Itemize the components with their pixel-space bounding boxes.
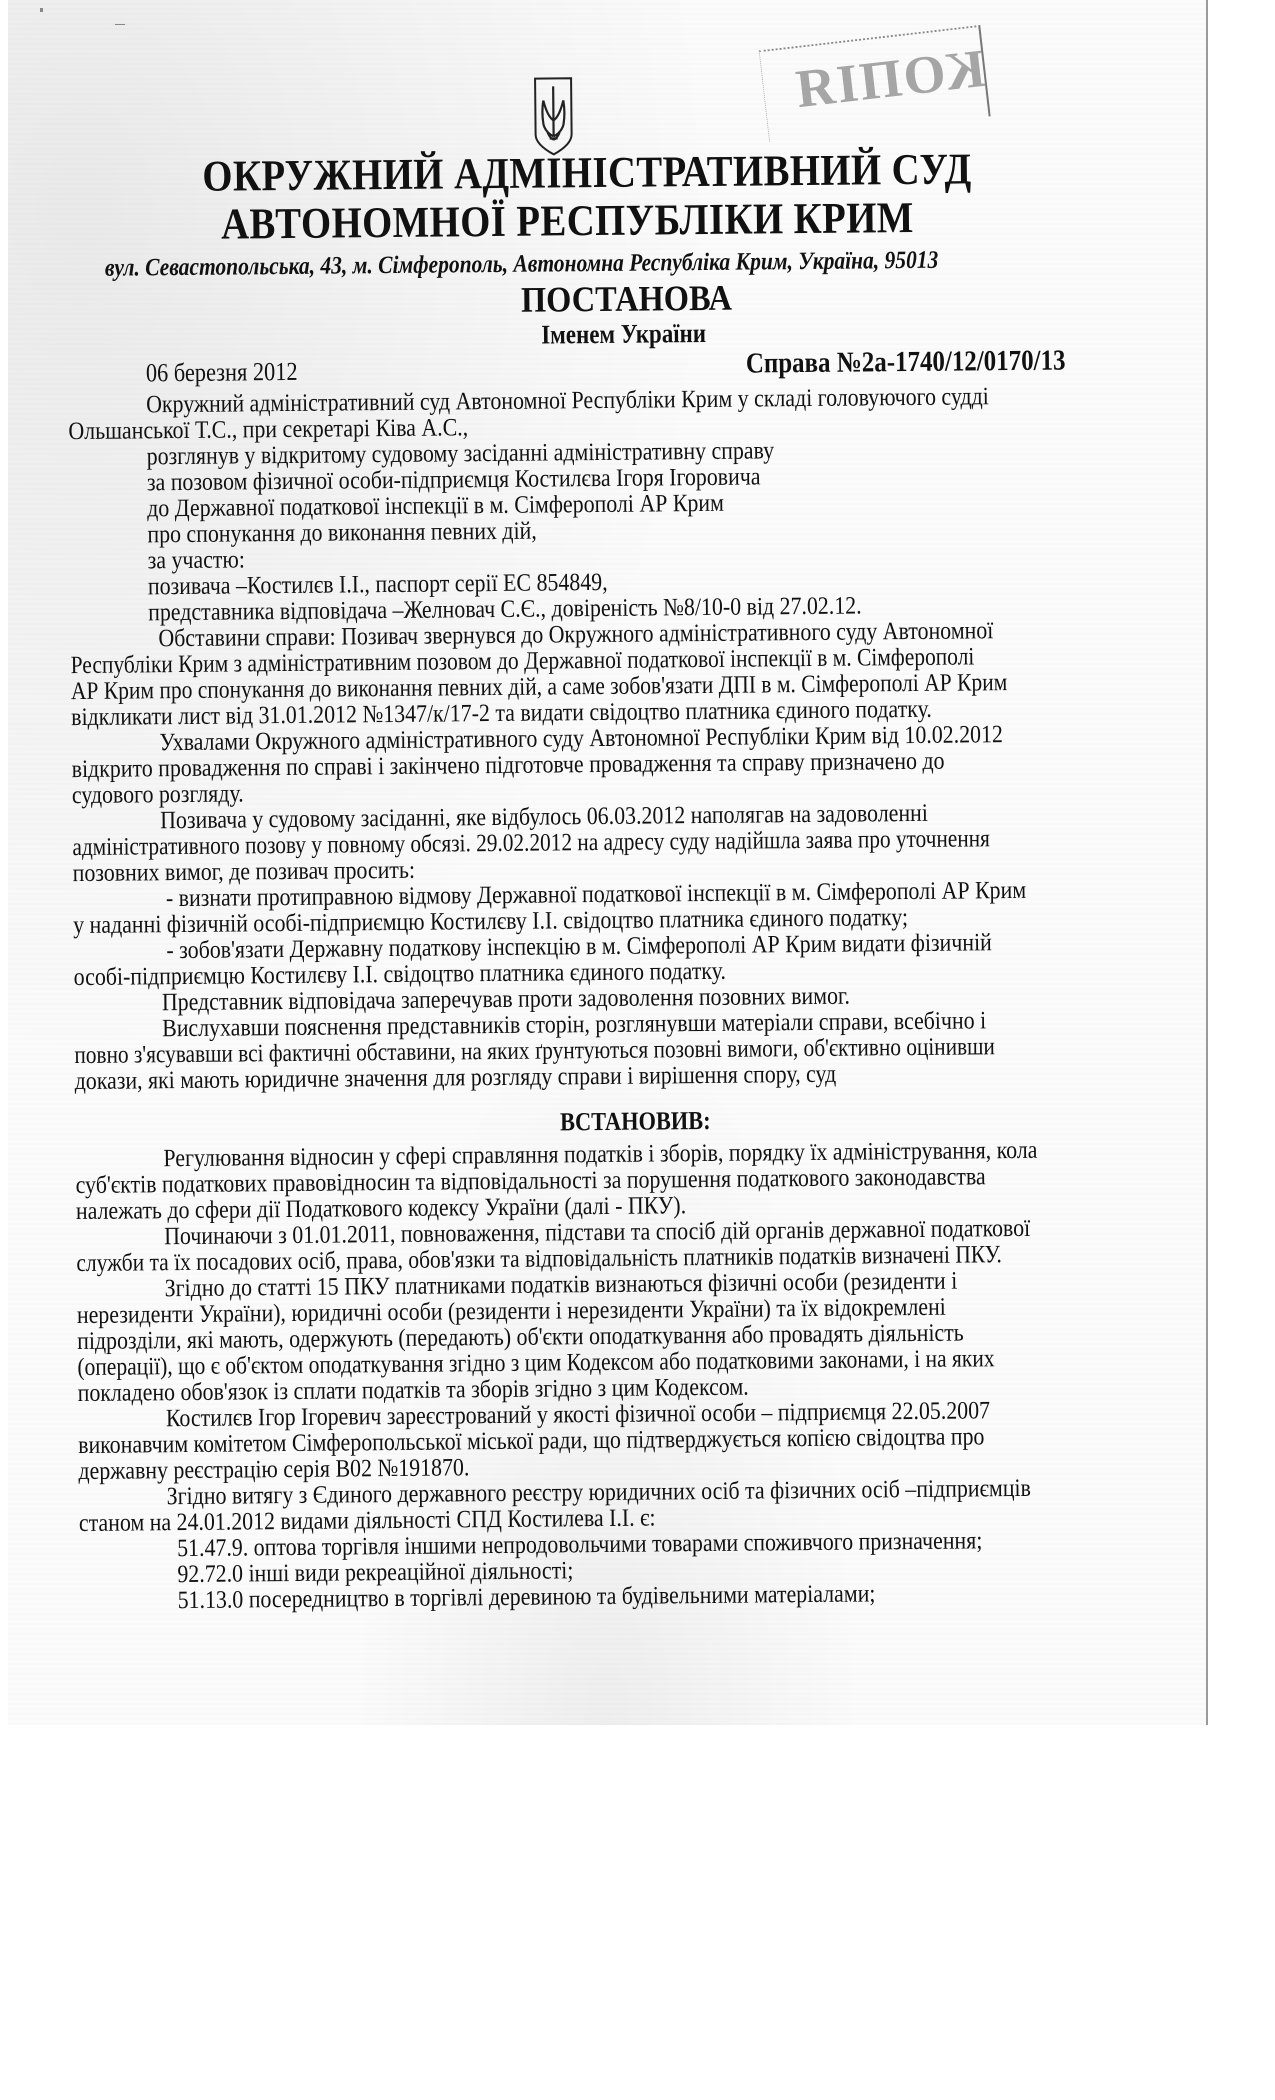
findings-line: Регулювання відносин у сфері справляння податків і зборів, порядку їх адміністрування, кола	[163, 1136, 1038, 1173]
findings-line: суб'єктів податкових правовідносин та відповідальності за порушення податкового законодавства	[75, 1163, 986, 1200]
intro-line: позивача –Костилєв І.І., паспорт серії ЕС 854849,	[147, 568, 608, 601]
body-line: відкрито провадження по справі і закінчено підготовче провадження та справу призначено до	[71, 747, 945, 784]
activity-item: 92.72.0 інші види рекреаційної діяльності;	[177, 1557, 574, 1589]
court-name-line-2: АВТОНОМНОЇ РЕСПУБЛІКИ КРИМ	[220, 192, 915, 249]
findings-line: державну реєстрацію серія В02 №191870.	[78, 1454, 470, 1486]
body-line: адміністративного позову у повному обсязі. 29.02.2012 на адресу суду надійшла заява про уточнення	[72, 825, 991, 862]
copy-stamp	[759, 25, 991, 142]
findings-line: Згідно до статті 15 ПКУ платниками податків визнаються фізичні особи (резиденти і	[164, 1267, 958, 1303]
findings-line: служби та їх посадових осіб, права, обов'язки та відповідальність платників податків визначені ПКУ.	[76, 1241, 1002, 1278]
body-line: відкликати лист від 31.01.2012 №1347/к/17-2 та видати свідоцтво платника єдиного податку.	[71, 695, 932, 732]
body-line: судового розгляду.	[71, 780, 244, 810]
intro-line: до Державної податкової інспекції в м. Сімферополі АР Крим	[147, 489, 725, 523]
body-line: Позивача у судовому засіданні, яке відбулось 06.03.2012 наполягав на задоволенні	[160, 799, 929, 835]
document-title: ПОСТАНОВА	[520, 277, 733, 320]
body-line: Республіки Крим з адміністративним позовом до Державної податкової інспекції в м. Сімферополі	[70, 643, 975, 680]
ruling-date: 06 березня 2012	[145, 356, 298, 388]
body-line: особі-підприємцю Костилєву І.І. свідоцтво платника єдиного податку.	[73, 957, 726, 992]
findings-line: покладено обов'язок із сплати податків та зборів згідно з цим Кодексом.	[77, 1373, 749, 1408]
section-heading-established: ВСТАНОВИВ:	[559, 1105, 711, 1137]
findings-line: Костилєв Ігор Ігоревич зареєстрований у якості фізичної особи – підприємця 22.05.2007	[165, 1397, 991, 1433]
findings-line: (операції), що є об'єктом оподаткування згідно з цим Кодексом або податковими законами, і на яких	[77, 1345, 995, 1382]
findings-line: виконавчим комітетом Сімферопольської міської ради, що підтверджується копією свідоцтва про	[78, 1423, 985, 1460]
findings-line: Згідно витягу з Єдиного державного реєстру юридичних осіб та фізичних осіб –підприємців	[166, 1474, 1032, 1511]
intro-line: про спонукання до виконання певних дій,	[147, 517, 537, 549]
findings-line: підрозділи, які мають, одержують (передають) об'єкти оподаткування або провадять діяльність	[77, 1319, 964, 1356]
findings-line: станом на 24.01.2012 видами діяльності СПД Костилева І.І. є:	[78, 1504, 656, 1538]
findings-line: нерезиденти України), юридичні особи (резиденти і нерезиденти України) та їх відокремлені	[76, 1293, 946, 1330]
intro-line: за позовом фізичної особи-підприємця Костилєва Ігоря Ігоровича	[146, 463, 761, 497]
body-line: Представник відповідача заперечував проти задоволення позовних вимог.	[161, 982, 851, 1017]
body-line: Ухвалами Окружного адміністративного суду Автономної Республіки Крим від 10.02.2012	[159, 721, 1004, 757]
activity-item: 51.13.0 посередництво в торгівлі деревиною та будівельними матеріалами;	[177, 1580, 876, 1615]
body-line: у наданні фізичній особі-підприємцю Костилєву І.І. свідоцтво платника єдиного податку;	[73, 904, 909, 940]
intro-line: за участю:	[147, 546, 245, 575]
coat-of-arms-icon	[533, 76, 574, 156]
court-name-line-1: ОКРУЖНИЙ АДМІНІСТРАТИВНИЙ СУД	[202, 144, 972, 201]
copy-stamp-text: КОПІЯ	[790, 37, 989, 120]
findings-line: належать до сфери дії Податкового кодексу України (далі - ПКУ).	[75, 1192, 687, 1226]
intro-line: розглянув у відкритому судовому засіданні адміністративну справу	[146, 437, 775, 471]
body-line: докази, які мають юридичне значення для розгляду справи і вирішення спору, суд	[74, 1060, 837, 1096]
document-subtitle: Іменем України	[541, 317, 707, 350]
intro-line: Ольшанської Т.С., при секретарі Ківа А.С.,	[68, 414, 469, 446]
body-line: АР Крим про спонукання до виконання певних дій, а саме зобов'язати ДПІ в м. Сімферополі АР Крим	[70, 669, 1008, 706]
activity-item: 51.47.9. оптова торгівля іншими непродовольчими товарами споживчого призначення;	[177, 1527, 983, 1563]
date-and-case-row	[145, 344, 1066, 389]
body-line: позовних вимог, де позивач просить:	[72, 856, 416, 888]
body-line: - визнати протиправною відмову Державної податкової інспекції в м. Сімферополі АР Крим	[165, 876, 1027, 913]
case-number: Справа №2а-1740/12/0170/13	[746, 344, 1066, 380]
body-line: - зобов'язати Державну податкову інспекцію в м. Сімферополі АР Крим видати фізичній	[166, 929, 992, 965]
body-line: Вислухавши пояснення представників сторін, розглянувши матеріали справи, всебічно і	[162, 1007, 987, 1043]
court-address: вул. Севастопольська, 43, м. Сімферополь, Автономна Республіка Крим, Україна, 95013	[104, 246, 939, 282]
body-line: Обставини справи: Позивач звернувся до Окружного адміністративного суду Автономної	[158, 617, 994, 653]
intro-line: Окружний адміністративний суд Автономної Республіки Крим у складі головуючого судді	[146, 383, 989, 419]
body-line: повно з'ясувавши всі фактичні обставини, на яких ґрунтуються позовні вимоги, об'єктивно оцінивши	[74, 1033, 996, 1070]
findings-line: Починаючи з 01.01.2011, повноваження, підстави та спосіб дій органів державної податкової	[164, 1214, 1031, 1251]
intro-line: представника відповідача –Желновач С.Є., довіреність №8/10-0 від 27.02.12.	[148, 592, 862, 627]
